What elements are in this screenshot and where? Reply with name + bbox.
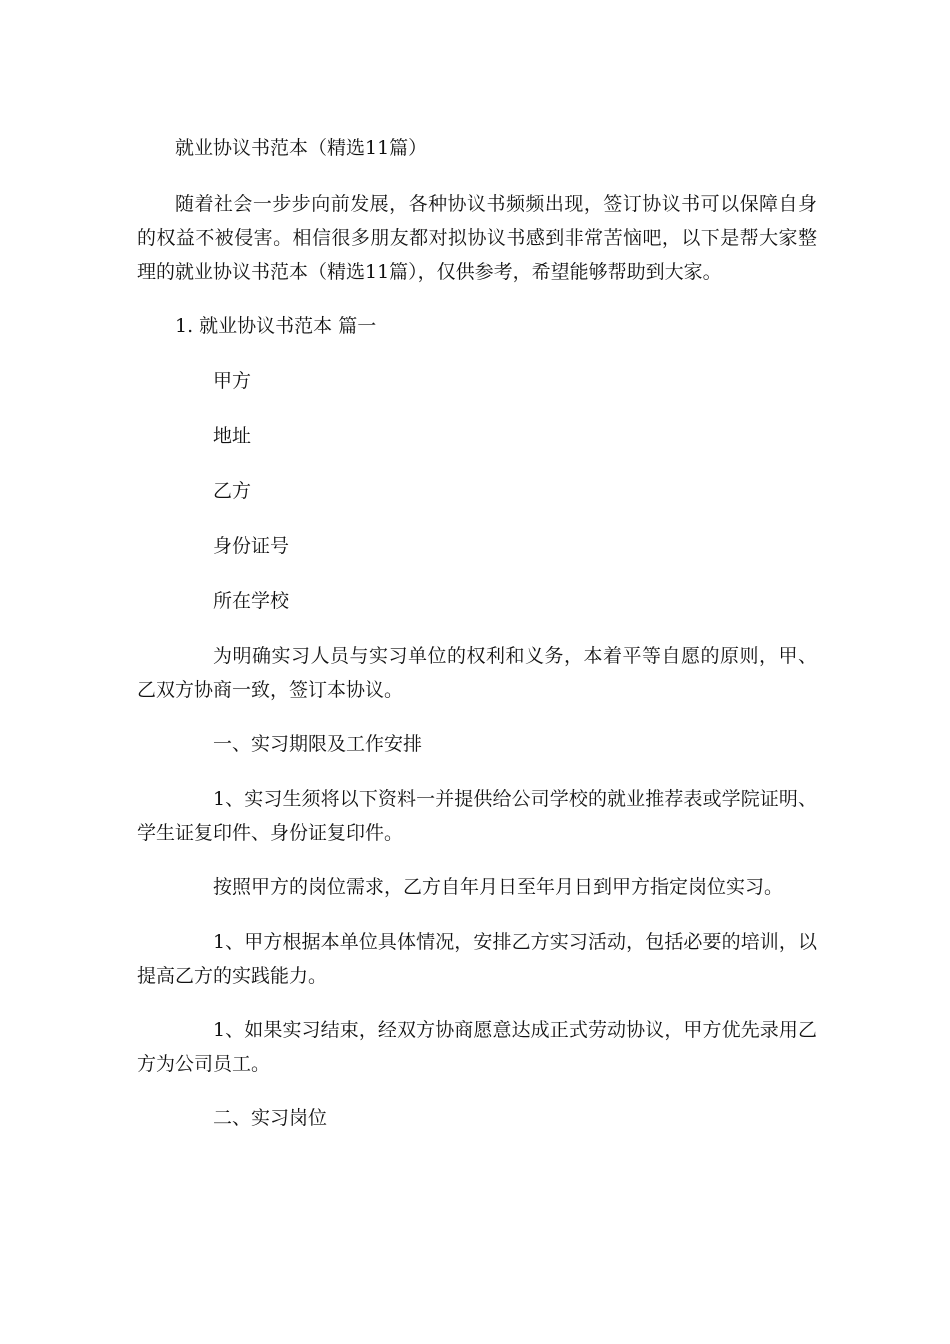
document-title: 就业协议书范本（精选11篇） bbox=[175, 137, 428, 159]
chapter-two-heading: 二、实习岗位 bbox=[213, 1107, 328, 1129]
internship-period: 按照甲方的岗位需求，乙方自年月日至年月日到甲方指定岗位实习。 bbox=[213, 876, 784, 898]
field-address: 地址 bbox=[213, 425, 252, 447]
clause-materials: 1、实习生须将以下资料一并提供给公司学校的就业推荐表或学院证明、学生证复印件、身份证复印件。 bbox=[137, 788, 817, 844]
section-heading: 1. 就业协议书范本 篇一 bbox=[175, 315, 377, 337]
clause-employment: 1、如果实习结束，经双方协商愿意达成正式劳动协议，甲方优先录用乙方为公司员工。 bbox=[137, 1019, 817, 1075]
field-party-a: 甲方 bbox=[213, 370, 252, 392]
intro-paragraph: 随着社会一步步向前发展，各种协议书频频出现，签订协议书可以保障自身的权益不被侵害。相信很多朋友都对拟协议书感到非常苦恼吧，以下是帮大家整理的就业协议书范本（精选11篇），仅供参考，希望能够帮助到大家。 bbox=[137, 193, 817, 283]
clause-arrangement: 1、甲方根据本单位具体情况，安排乙方实习活动，包括必要的培训，以提高乙方的实践能力。 bbox=[137, 931, 817, 987]
field-id-number: 身份证号 bbox=[213, 535, 290, 557]
purpose-paragraph: 为明确实习人员与实习单位的权利和义务，本着平等自愿的原则，甲、乙双方协商一致，签订本协议。 bbox=[137, 645, 817, 701]
chapter-one-heading: 一、实习期限及工作安排 bbox=[213, 733, 423, 755]
field-school: 所在学校 bbox=[213, 590, 290, 612]
field-party-b: 乙方 bbox=[213, 480, 252, 502]
